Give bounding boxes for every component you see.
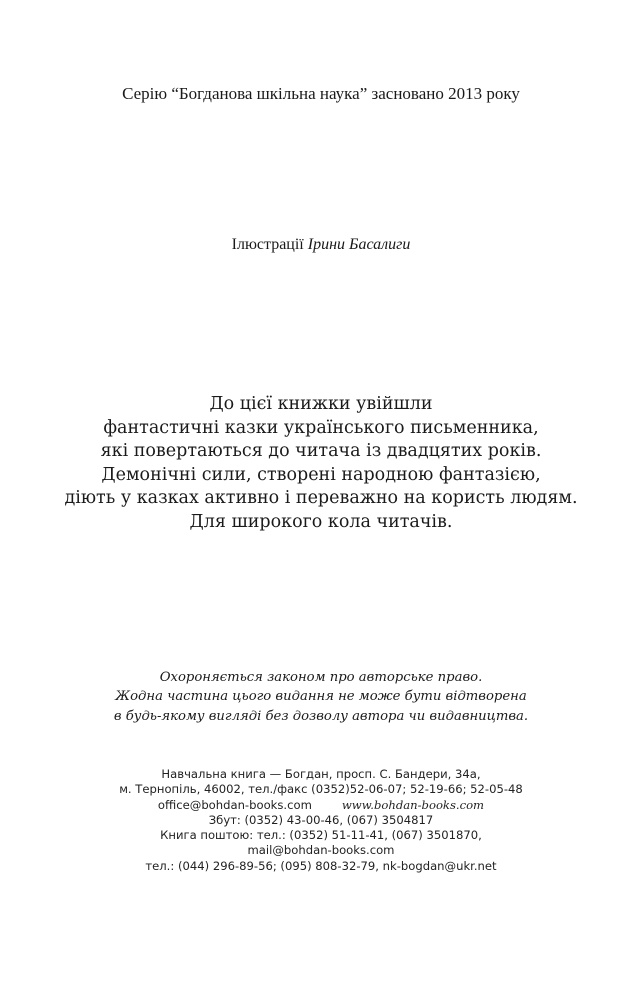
series-statement: Серію “Богданова шкільна наука” засновано 2013 року [122, 84, 520, 103]
publisher-contacts [0, 798, 642, 813]
annotation-line: Для широкого кола читачів. [189, 511, 453, 532]
annotation-line: До цієї книжки увійшли [209, 394, 433, 414]
mail-order-email: mail@bohdan-books.com [247, 843, 395, 858]
sales-phones: Збут: (0352) 43-00-46, (067) 3504817 [208, 812, 434, 827]
annotation-line: діють у казках активно і переважно на користь людям. [64, 488, 578, 509]
book-annotation [0, 393, 642, 535]
copyright-line: в будь-якому вигляді без дозволу автора чи видавництва. [113, 708, 529, 724]
publisher-city-phones: м. Тернопіль, 46002, тел./факс (0352)52-06-07; 52-19-66; 52-05-48 [119, 782, 523, 797]
copyright-notice [0, 668, 642, 726]
illustrations-prefix: Ілюстрації [231, 236, 308, 253]
copyright-line: Жодна частина цього видання не може бути відтворена [115, 689, 527, 705]
illustrator-name: Ірини Басалиги [307, 236, 411, 253]
publisher-website: www.bohdan-books.com [341, 797, 485, 812]
copyright-line: Охороняється законом про авторське право. [159, 670, 483, 685]
annotation-line: фантастичні казки українського письменника, [103, 417, 539, 438]
mail-order-phones: Книга поштою: тел.: (0352) 51-11-41, (067) 3501870, [160, 828, 482, 843]
publisher-imprint [0, 767, 642, 874]
publisher-address: Навчальна книга — Богдан, просп. С. Бандери, 34а, [161, 767, 481, 781]
kyiv-phones: тел.: (044) 296-89-56; (095) 808-32-79, nk-bogdan@ukr.net [145, 858, 497, 873]
annotation-line: Демонічні сили, створені народною фантазією, [101, 464, 541, 485]
annotation-line: які повертаються до читача із двадцятих років. [100, 441, 542, 462]
illustrations-credit [0, 236, 642, 254]
publisher-email: office@bohdan-books.com [157, 797, 312, 812]
